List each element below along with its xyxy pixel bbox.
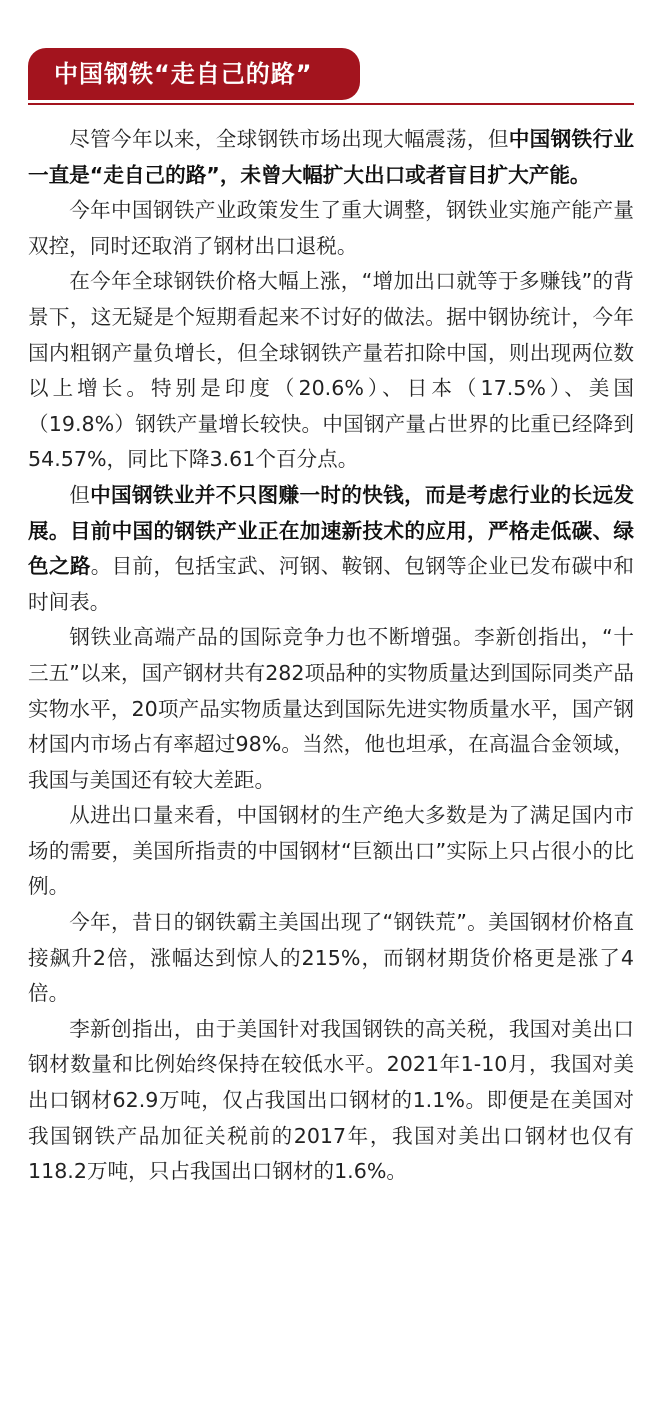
article-body xyxy=(28,122,634,1190)
title-badge xyxy=(28,48,360,100)
paragraph-text: 今年，昔日的钢铁霸主美国出现了“钢铁荒”。美国钢材价格直接飙升2倍，涨幅达到惊人的215%，而钢材期货价格更是涨了4倍。 xyxy=(28,910,634,1006)
header-divider xyxy=(28,103,634,105)
article-paragraph xyxy=(28,478,634,620)
paragraph-text: 。目前，包括宝武、河钢、鞍钢、包钢等企业已发布碳中和时间表。 xyxy=(28,554,635,614)
article-paragraph xyxy=(28,905,634,1012)
section-title: 中国钢铁“走自己的路” xyxy=(54,60,313,88)
paragraph-text: 尽管今年以来，全球钢铁市场出现大幅震荡，但 xyxy=(69,127,509,151)
paragraph-text: 在今年全球钢铁价格大幅上涨，“增加出口就等于多赚钱”的背景下，这无疑是个短期看起来不讨好的做法。据中钢协统计，今年国内粗钢产量负增长，但全球钢铁产量若扣除中国，则出现两位数以上增长。特别是印度（20.6%）、日本（17.5%）、美国（19.8%）钢铁产量增长较快。中国钢产量占世界的比重已经降到54.57%，同比下降3.61个百分点。 xyxy=(28,269,634,472)
paragraph-text: 从进出口量来看，中国钢材的生产绝大多数是为了满足国内市场的需要，美国所指责的中国钢材“巨额出口”实际上只占很小的比例。 xyxy=(28,803,634,899)
paragraph-text: 钢铁业高端产品的国际竞争力也不断增强。李新创指出，“十三五”以来，国产钢材共有282项品种的实物质量达到国际同类产品实物水平，20项产品实物质量达到国际先进实物质量水平，国产钢材国内市场占有率超过98%。当然，他也坦承，在高温合金领域，我国与美国还有较大差距。 xyxy=(28,625,635,792)
emphasized-text: 中国钢铁业并不只图赚一时的快钱，而是考虑行业的长远发展。目前中国的钢铁产业正在加速新技术的应用，严格走低碳、绿色之路 xyxy=(28,482,635,579)
article-paragraph xyxy=(28,193,634,264)
paragraph-text: 今年中国钢铁产业政策发生了重大调整，钢铁业实施产能产量双控，同时还取消了钢材出口退税。 xyxy=(28,198,634,258)
emphasized-text: 中国钢铁行业一直是“走自己的路”，未曾大幅扩大出口或者盲目扩大产能。 xyxy=(28,127,635,187)
article-paragraph xyxy=(28,264,634,478)
article-paragraph xyxy=(28,620,634,798)
paragraph-text: 李新创指出，由于美国针对我国钢铁的高关税，我国对美出口钢材数量和比例始终保持在较低水平。2021年1-10月，我国对美出口钢材62.9万吨，仅占我国出口钢材的1.1%。即便是在美国对我国钢铁产品加征关税前的2017年，我国对美出口钢材也仅有118.2万吨，只占我国出口钢材的1.6%。 xyxy=(28,1016,634,1184)
paragraph-text: 但 xyxy=(69,482,91,507)
article-paragraph xyxy=(28,1012,634,1190)
article-paragraph xyxy=(28,798,634,905)
section-header xyxy=(28,48,634,108)
article-paragraph xyxy=(28,122,634,193)
